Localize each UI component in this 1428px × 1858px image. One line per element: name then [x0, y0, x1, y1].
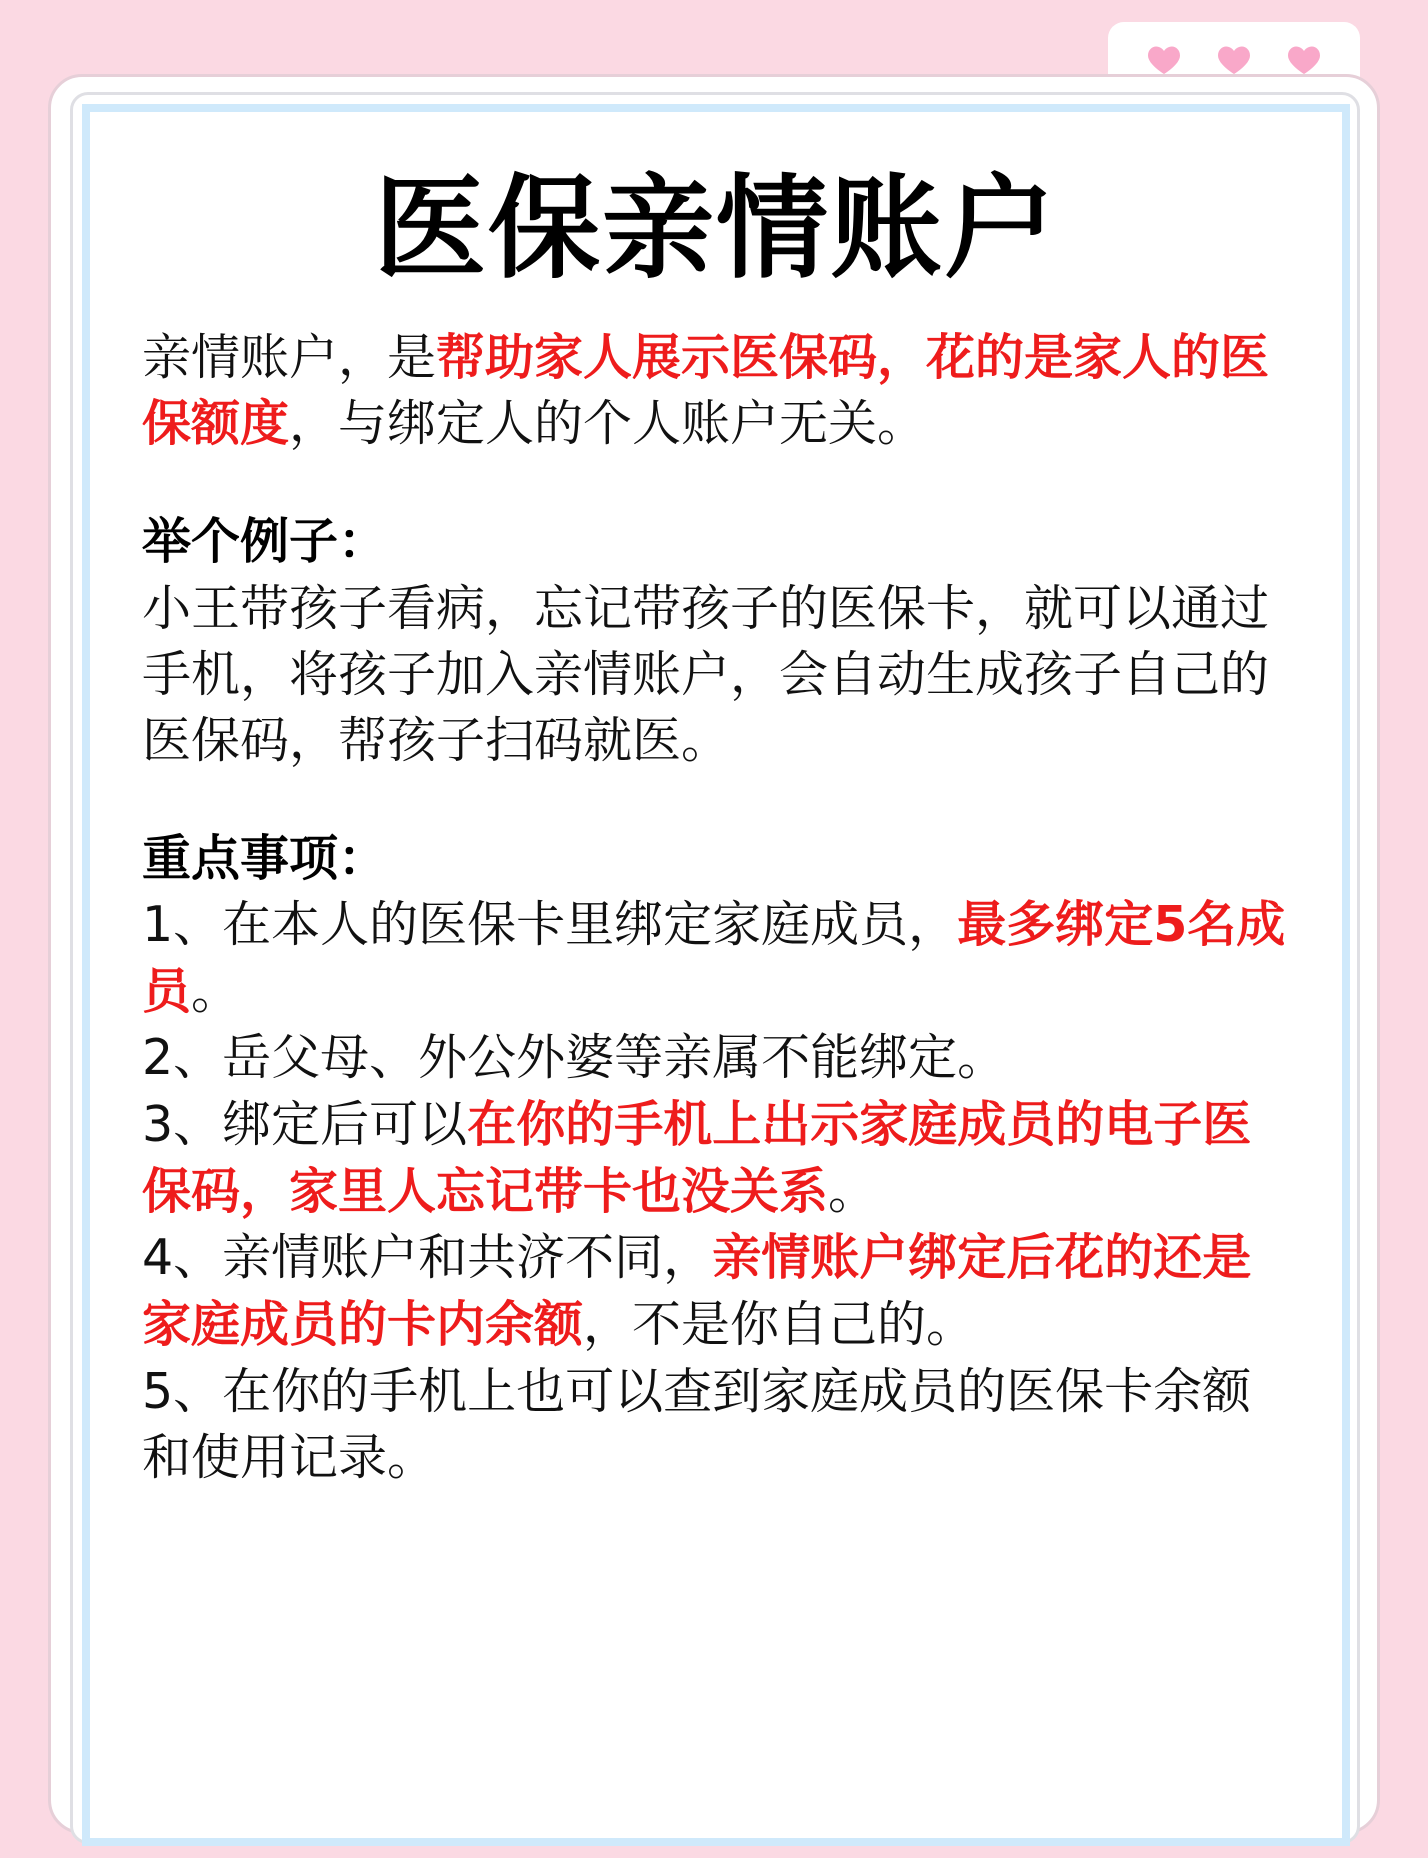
- heart-icon: [1287, 45, 1321, 75]
- list-item: [142, 1359, 1290, 1492]
- card-content-frame: [82, 104, 1350, 1846]
- example-heading: 举个例子：: [142, 513, 388, 571]
- keypoints-heading: 重点事项：: [142, 830, 388, 888]
- list-item-suffix: 。: [828, 1162, 878, 1220]
- list-item: [142, 1225, 1290, 1358]
- list-item-highlight: 亲情账户绑定后花的还是家庭成员的卡内余额: [142, 1229, 1252, 1353]
- intro-text-highlight: 帮助家人展示医保码，花的是家人的医保额度: [142, 329, 1270, 453]
- list-item-suffix: 。: [191, 962, 241, 1020]
- poster-content: [90, 112, 1342, 1492]
- list-item: [142, 892, 1290, 1025]
- page-title: 医保亲情账户: [374, 164, 1058, 294]
- intro-paragraph: [142, 325, 1290, 457]
- list-item-suffix: ，不是你自己的。: [583, 1295, 976, 1353]
- heart-icon: [1147, 45, 1181, 75]
- list-item: [142, 1092, 1290, 1225]
- list-item: [142, 1025, 1290, 1092]
- list-item-prefix: 4、亲情账户和共济不同，: [142, 1229, 713, 1287]
- list-item-prefix: 1、在本人的医保卡里绑定家庭成员，: [142, 896, 958, 954]
- heart-icon: [1217, 45, 1251, 75]
- intro-text-part2: ，与绑定人的个人账户无关。: [289, 395, 927, 453]
- list-item-prefix: 5、在你的手机上也可以查到家庭成员的医保卡余额和使用记录。: [142, 1362, 1252, 1487]
- spacer: [142, 457, 1290, 509]
- list-item-highlight: 最多绑定5名成员: [142, 896, 1286, 1020]
- list-item-highlight: 在你的手机上出示家庭成员的电子医保码，家里人忘记带卡也没关系: [142, 1096, 1252, 1220]
- list-item-prefix: 3、绑定后可以: [142, 1096, 468, 1154]
- example-body: 小王带孩子看病，忘记带孩子的医保卡，就可以通过手机，将孩子加入亲情账户，会自动生成孩子自己的医保码，帮孩子扫码就医。: [142, 579, 1270, 769]
- list-item-prefix: 2、岳父母、外公外婆等亲属不能绑定。: [142, 1029, 1007, 1087]
- intro-text-part1: 亲情账户，是: [142, 329, 437, 387]
- spacer: [142, 774, 1290, 826]
